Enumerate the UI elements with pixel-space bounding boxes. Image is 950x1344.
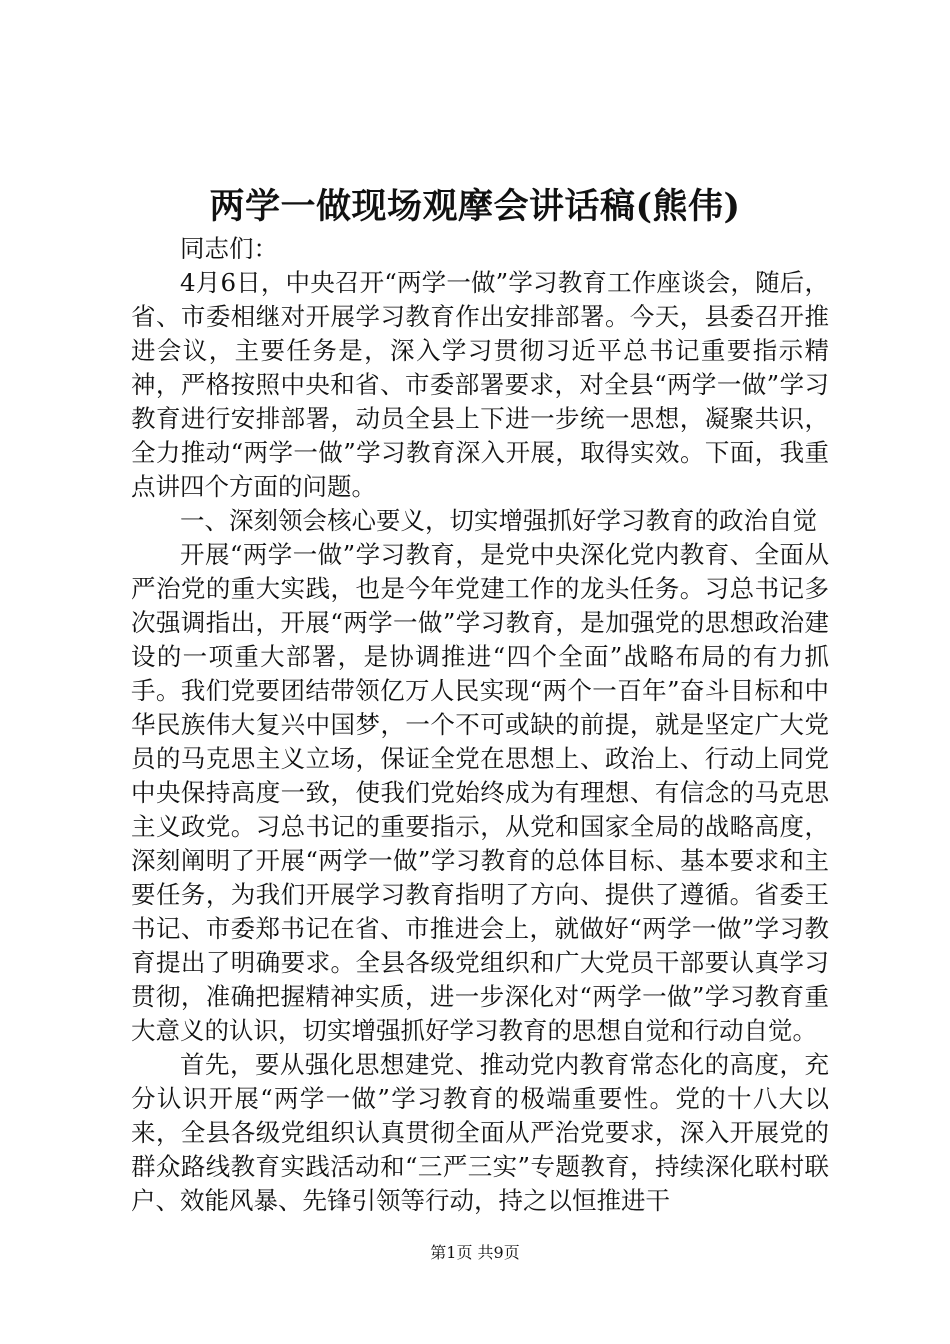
body-paragraph: 开展“两学一做”学习教育，是党中央深化党内教育、全面从严治党的重大实践，也是今年党建工作的龙头任务。习总书记多次强调指出，开展“两学一做”学习教育，是加强党的思想政治建设的一项重大部署，是协调推进“四个全面”战略布局的有力抓手。我们党要团结带领亿万人民实现“两个一百年”奋斗目标和中华民族伟大复兴中国梦，一个不可或缺的前提，就是坚定广大党员的马克思主义立场，保证全党在思想上、政治上、行动上同党中央保持高度一致，使我们党始终成为有理想、有信念的马克思主义政党。习总书记的重要指示，从党和国家全局的战略高度，深刻阐明了开展“两学一做”学习教育的总体目标、基本要求和主要任务，为我们开展学习教育指明了方向、提供了遵循。省委王书记、市委郑书记在省、市推进会上，就做好“两学一做”学习教育提出了明确要求。全县各级党组织和广大党员干部要认真学习贯彻，准确把握精神实质，进一步深化对“两学一做”学习教育重大意义的认识，切实增强抓好学习教育的思想自觉和行动自觉。 [131,540,829,1045]
document-body [131,232,829,1218]
section-heading: 一、深刻领会核心要义，切实增强抓好学习教育的政治自觉 [180,506,817,535]
intro-paragraph: 4月6日，中央召开“两学一做”学习教育工作座谈会，随后，省、市委相继对开展学习教育作出安排部署。今天，县委召开推进会议，主要任务是，深入学习贯彻习近平总书记重要指示精神，严格按照中央和省、市委部署要求，对全县“两学一做”学习教育进行安排部署，动员全县上下进一步统一思想，凝聚共识，全力推动“两学一做”学习教育深入开展，取得实效。下面，我重点讲四个方面的问题。 [131,268,829,501]
salutation-paragraph: 同志们： [180,234,278,263]
body-paragraph: 首先，要从强化思想建党、推动党内教育常态化的高度，充分认识开展“两学一做”学习教育的极端重要性。党的十八大以来，全县各级党组织认真贯彻全面从严治党要求，深入开展党的群众路线教育实践活动和“三严三实”专题教育，持续深化联村联户、效能风暴、先锋引领等行动，持之以恒推进干 [131,1050,829,1215]
page-footer: 第1页 共9页 [430,1243,520,1262]
document-title: 两学一做现场观摩会讲话稿(熊伟) [209,186,741,227]
